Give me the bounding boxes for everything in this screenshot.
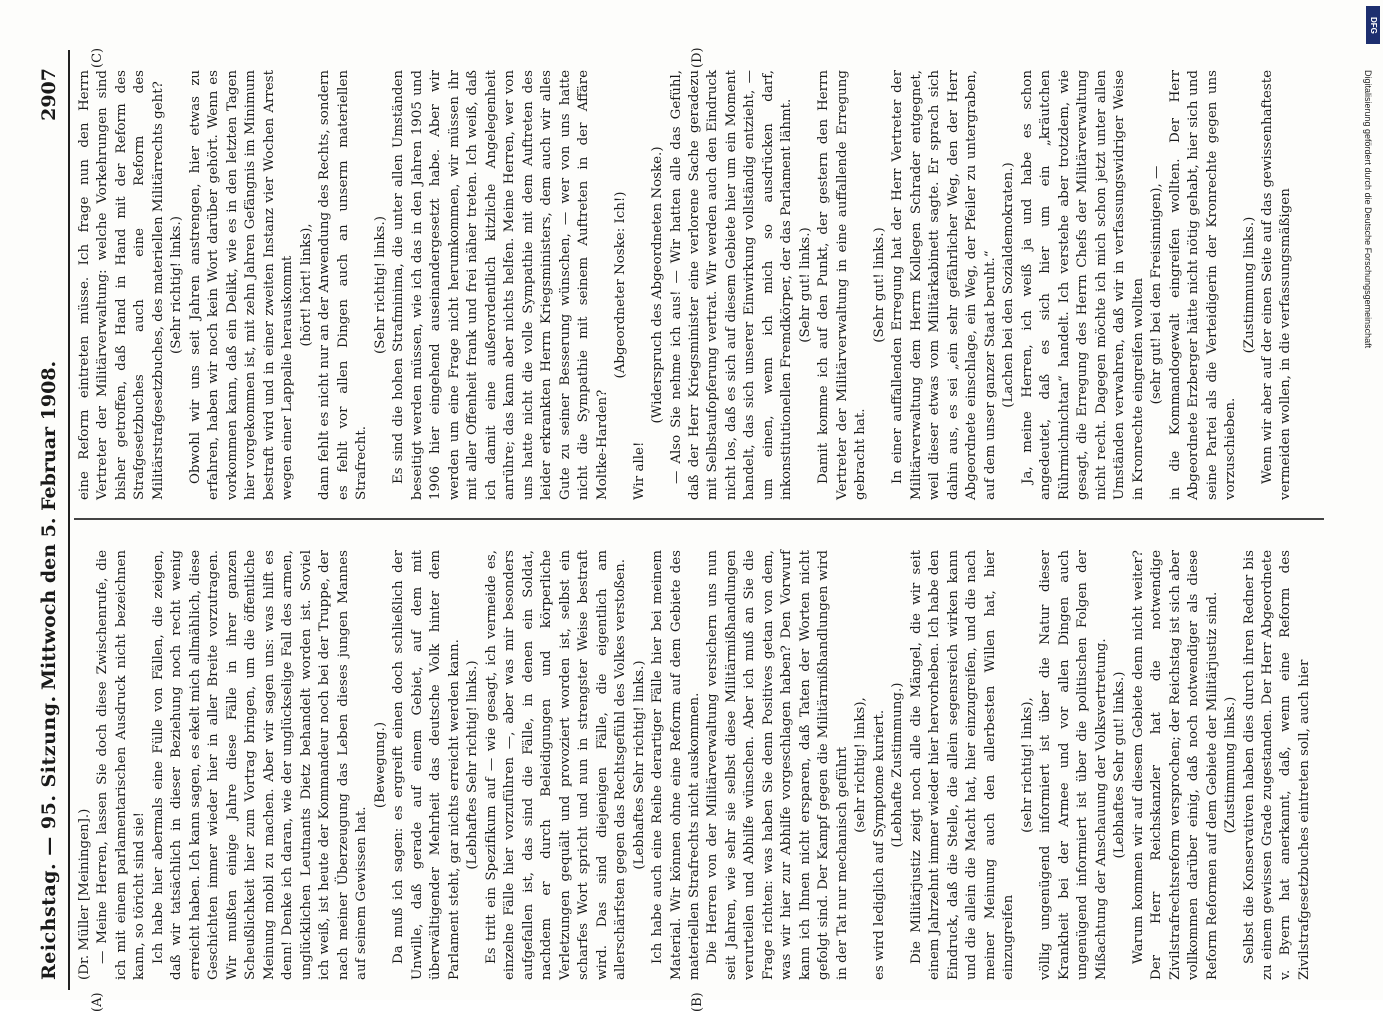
paragraph: Es sind die hohen Strafminima, die unter allen Umständen beseitigt werden müssen, wie ich das in den Jahren 1905 und 1906 hier eingehend auseinandergesetzt habe. Aber wir werden um eine Frage nicht herumkommen, wir müssen ihr mit aller Offenheit frank und frei näher treten. Ich weiß, daß ich damit eine außerordentlich kitzliche Angelegenheit anrühre; das kann aber nichts helfen. Meine Herren, wer von uns hatte nicht die volle Sympathie mit dem Auftreten des leider erkrankten Herrn Kriegsministers, dem auch wir alles Gute zu seiner Besserung wünschen, — wer von uns hatte nicht die Sympathie mit seinem Auftreten in der Affäre Moltke-Harden? [391,70,610,500]
paragraph: (Widerspruch des Abgeordneten Noske.) [650,146,666,424]
paragraph: Damit komme ich auf den Punkt, der gestern den Herrn Vertreter der Militärverwaltung in eine auffallende Erregung gebracht hat. [816,70,869,500]
paragraph: — Meine Herren, lassen Sie doch diese Zwischenrufe, die ich mit einem parlamentarischen Ausdruck nicht bezeichnen kann, so töricht sind sie! [95,550,148,980]
header-date: Mittwoch den 5. Februar 1908. [38,360,60,690]
paragraph: dann fehlt es nicht nur an der Anwendung des Rechts, sondern es fehlt vor allen Dingen auch an unserm materiellen Strafrecht. [317,70,370,500]
paragraph: Da muß ich sagen: es ergreift einen doch schließlich der Unwille, daß gerade auf einem Gebiet, auf dem mit überwältigender Mehrheit das deutsche Volk hinter dem Parlament steht, gar nichts erreicht werden kann. [391,550,462,980]
right-column [76,70,1296,500]
paragraph: es wird lediglich auf Symptome kuriert. [871,709,887,980]
paragraph: Es tritt ein Spezifikum auf — wie gesagt, ich vermeide es, einzelne Fälle hier vorzuführen —, aber was mir besonders aufgefallen ist, das sind die Fälle, in denen ein Soldat, nachdem er durch Beleidigungen und körperliche Verletzungen gequält und provoziert worden ist, selbst ein scharfes Wort spricht und nun in strengster Weise bestraft wird. Das sind diejenigen Fälle, die eigentlich am allerschärfsten gegen das Rechtsgefühl des Volkes verstoßen. [483,550,629,980]
paragraph: in die Kommandogewalt eingreifen wollten. Der Herr Abgeordnete Erzberger hätte nicht nötig gehabt, hier sich und seine Partei als die Verteidigerin der Kronrechte gegen uns vorzuschieben. [1167,70,1239,500]
paragraph: (Bewegung.) [372,721,388,809]
paragraph: (Lebhaftes Sehr richtig! links.) [631,660,647,870]
paragraph: Selbst die Konservativen haben dies durch ihren Redner bis zu einem gewissen Grade zugestanden. Der Herr Abgeordnete v. Byern hat anerkannt, daß, wenn eine Reform des Zivilstrafgesetzbuches eintreten soll, auch hier [1241,550,1312,980]
column-divider [74,519,1324,521]
paragraph: Ich habe hier abermals eine Fülle von Fällen, die zeigen, daß wir tatsächlich in dieser Beziehung noch recht wenig erreicht haben. Ich kann sagen, es ekelt mich allmählich, diese Geschichten immer wieder hier in aller Breite vorzutragen. Wir mußten einige Jahre diese Fälle in ihrer ganzen Scheußlichkeit hier zum Vortrag bringen, um die öffentliche Meinung mobil zu machen. Aber wir sagen uns: was hilft es denn! Denke ich daran, wie der unglückselige Fall des armen, unglücklichen Leutnants Dietz behandelt worden ist. Soviel ich weiß, ist heute der Kommandeur noch bei der Truppe, der nach meiner Überzeugung das Leben dieses jungen Mannes auf seinem Gewissen hat. [150,550,370,980]
paragraph: (hört! hört! links), [298,223,314,347]
paragraph: (Sehr richtig! links.) [372,216,388,354]
rotated-page-content [30,47,1330,1012]
margin-marker-a: (A) [90,992,105,1012]
paragraph: (sehr gut! bei den Freisinnigen), — [1149,165,1165,405]
paragraph: Ja, meine Herren, ich weiß ja und habe es schon angedeutet, daß es sich hier um ein „kräutchen Rührmichnichtan“ handelt. Ich verstehe aber trotzdem, wie gesagt, die Erregung des Herrn Chefs der Militärverwaltung nicht recht. Dagegen möchte ich mich schon jetzt unter allen Umständen verwahren, daß wir in verfassungswidriger Weise in Kronrechte eingreifen wollten [1019,70,1146,500]
paragraph: In einer auffallenden Erregung hat der Herr Vertreter der Militärverwaltung dem Herrn Kollegen Schrader entgegnet, weil dieser etwas vom Militärkabinett sagte. Er sprach sich dahin aus, es sei „ein sehr gefährlicher Weg, den der Herr Abgeordnete einschlage, ein Weg, der Pfeiler zu untergraben, auf dem unser ganzer Staat beruht.“ [890,70,998,500]
paragraph: (Zustimmung links.) [1223,696,1239,834]
paragraph: (Lebhaftes Sehr richtig! links.) [465,660,481,870]
paragraph: (Lebhaftes Sehr gut! links.) [1112,671,1128,859]
paragraph: (Sehr gut! links.) [871,227,887,343]
page-number: 2907 [38,68,60,121]
paragraph: Die Herren von der Militärverwaltung versichern uns nun seit Jahren, wie sehr sie selbst diese Militärmißhandlungen verurteilen und Abhilfe wünschen. Aber ich muß an Sie die Frage richten: was haben Sie denn Positives getan von dem, was wir hier zur Abhilfe vorgeschlagen haben? Den Vorwurf kann ich Ihnen nicht ersparen, daß Taten der Worten nicht gefolgt sind. Der Kampf gegen die Militärmißhandlungen wird in der Tat nur mechanisch geführt [705,550,850,980]
paragraph: (Dr. Müller [Meiningen].) [77,808,92,980]
paragraph: Warum kommen wir auf diesem Gebiete denn nicht weiter? Der Herr Reichskanzler hat die notwendige Zivilstrafrechtsreform versprochen; der Reichstag ist sich aber vollkommen darüber einig, daß noch notwendiger als diese Reform Reformen auf dem Gebiete der Militärjustiz sind. [1130,550,1220,980]
margin-marker-d: (D) [690,47,705,68]
paragraph: Ich habe auch eine Reihe derartiger Fälle hier bei meinem Material. Wir können ohne eine Reform auf dem Gebiete des materiellen Strafrechts nicht auskommen. [650,550,702,980]
header-rule [68,50,70,990]
paragraph: (Lachen bei den Sozialdemokraten.) [1001,162,1017,408]
digitization-note [1363,10,1379,990]
page-header [30,50,70,990]
paragraph: (Lebhafte Zustimmung.) [890,682,906,848]
paragraph: (Zustimmung links.) [1241,216,1257,354]
paragraph: Wir alle! [631,441,647,500]
paragraph: (Sehr richtig! links.) [169,216,185,354]
paragraph: (sehr richtig! links), [853,697,869,833]
left-column [76,550,1314,980]
paragraph: Obwohl wir uns seit Jahren anstrengen, hier etwas zu erfahren, haben wir noch kein Wort darüber gehört. Wenn es vorkommen kann, daß ein Delikt, wie es in den letzten Tagen hier vorgekommen ist, mit zehn Jahren Gefängnis im Minimum bestraft wird und in einer zweiten Instanz vier Wochen Arrest wegen einer Lappalie herauskommt [187,70,296,500]
margin-marker-c: (C) [90,47,105,68]
paragraph: völlig ungenügend informiert ist über die Natur dieser Krankheit bei der Armee und vor allen Dingen auch ungenügend informiert ist über die politischen Folgen der Mißachtung der Anschauung der Volksvertretung. [1038,550,1109,980]
paragraph: — Also Sie nehme ich aus! — Wir hatten alle das Gefühl, daß der Herr Kriegsminister eine verlorene Sache geradezu mit Selbstaufopferung vertrat. Wir werden auch den Eindruck nicht los, daß es sich auf diesem Gebiete hier um ein Moment handelt, das sich unserer Einwirkung vollständig entzieht, — um einen, wenn ich mich so ausdrücken darf, inkonstitutionellen Fremdkörper, der das Parlament lähmt. [668,70,795,500]
dfg-logo: DFG [1366,6,1380,44]
paragraph: Wenn wir aber auf der einen Seite auf das gewissenhafteste vermeiden wollen, in die verfassungsmäßigen [1260,70,1294,500]
paragraph: (Abgeordneter Noske: Ich!) [613,191,629,379]
header-session: Reichstag. — 95. Sitzung. [38,695,60,980]
paragraph: Die Militärjustiz zeigt noch alle die Mängel, die wir seit einem Jahrzehnt immer wieder hier hervorheben. Ich habe den Eindruck, daß die Stelle, die allein segensreich wirken kann und die allein die Macht hat, hier einzugreifen, und die nach meiner Meinung auch den allerbesten Willen hat, hier einzugreifen [908,550,1017,980]
digitization-text: Digitalisierung gefördert durch die Deutsche Forschungsgemeinschaft [1363,70,1373,349]
paragraph: (sehr richtig! links), [1019,697,1035,833]
paragraph: (Sehr gut! links.) [797,227,813,343]
margin-marker-b: (B) [690,992,705,1012]
paragraph: eine Reform eintreten müsse. Ich frage nun den Herrn Vertreter der Militärverwaltung: welche Vorkehrungen sind bisher getroffen, daß Hand in Hand mit der Reform des Strafgesetzbuches auch eine Reform des Militärstrafgesetzbuches, des materiellen Militärrechts geht? [77,70,166,500]
